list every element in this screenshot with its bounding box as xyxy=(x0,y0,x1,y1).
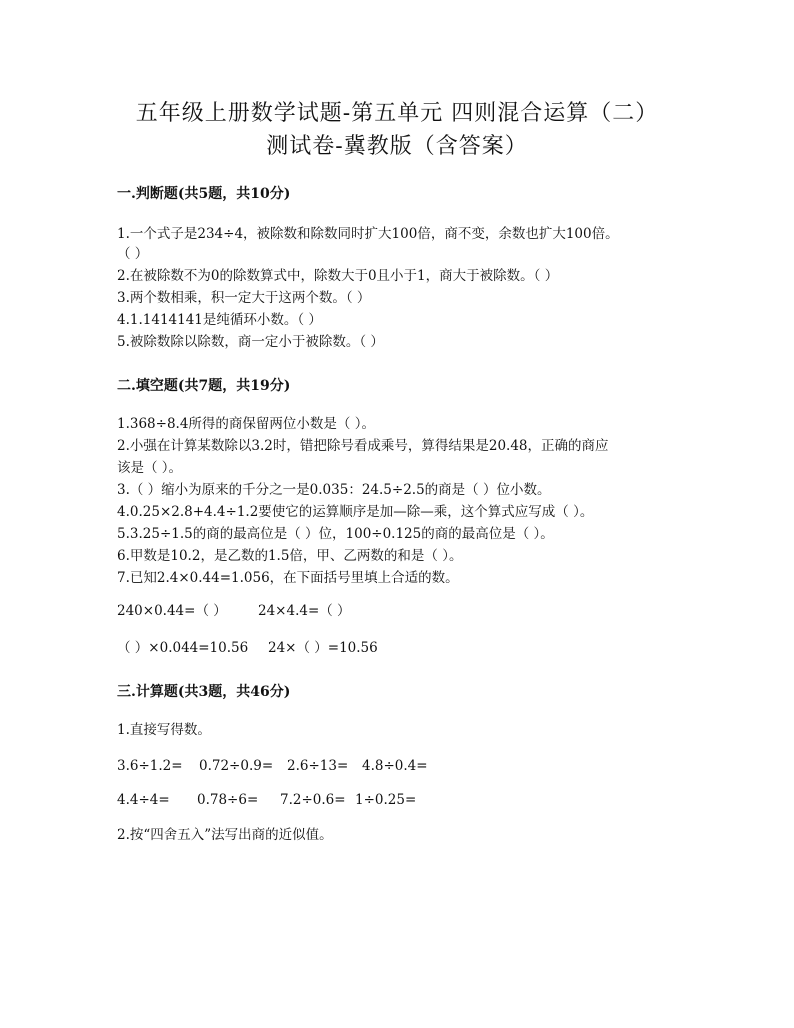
question-line: 1.368÷8.4所得的商保留两位小数是（ ）。 xyxy=(117,416,375,432)
blank-expression: （ ）×0.044=10.56 xyxy=(117,640,249,656)
section-heading-judgment: 一.判断题(共5题，共10分) xyxy=(117,186,291,202)
calc-expression: 1÷0.25= xyxy=(355,792,417,808)
question-line: 2.在被除数不为0的除数算式中，除数大于0且小于1，商大于被除数。（ ） xyxy=(117,268,559,284)
question-line: 1.一个式子是234÷4，被除数和除数同时扩大100倍，商不变，余数也扩大100倍。 xyxy=(117,226,619,242)
calc-expression: 0.78÷6= xyxy=(197,792,259,808)
question-line: 3.两个数相乘，积一定大于这两个数。（ ） xyxy=(117,290,371,306)
question-line: 5.3.25÷1.5的商的最高位是（ ）位，100÷0.125的商的最高位是（ ）。 xyxy=(117,526,554,542)
calc-expression: 2.6÷13= xyxy=(287,758,349,774)
question-line: 6.甲数是10.2，是乙数的1.5倍，甲、乙两数的和是（ ）。 xyxy=(117,548,463,564)
blank-expression: 24×4.4=（ ） xyxy=(258,603,351,619)
blank-expression: 240×0.44=（ ） xyxy=(117,603,227,619)
calc-expression: 4.8÷0.4= xyxy=(362,758,428,774)
calc-expression: 7.2÷0.6= xyxy=(280,792,346,808)
question-line: 7.已知2.4×0.44=1.056，在下面括号里填上合适的数。 xyxy=(117,570,459,586)
question-line: 4.0.25×2.8+4.4÷1.2要使它的运算顺序是加—除—乘，这个算式应写成（ ）。 xyxy=(117,504,594,520)
page-title-line-1: 五年级上册数学试题-第五单元 四则混合运算（二） xyxy=(135,101,659,126)
question-line: 2.小强在计算某数除以3.2时，错把除号看成乘号，算得结果是20.48，正确的商应 xyxy=(117,438,609,454)
question-line: 1.直接写得数。 xyxy=(117,722,211,738)
section-heading-calculation: 三.计算题(共3题，共46分) xyxy=(117,684,291,700)
calc-expression: 0.72÷0.9= xyxy=(199,758,274,774)
blank-expression: 24×（ ）=10.56 xyxy=(268,640,378,656)
question-line: 4.1.1414141是纯循环小数。（ ） xyxy=(117,312,322,328)
question-line: （ ） xyxy=(117,246,149,262)
question-line: 2.按“四舍五入”法写出商的近似值。 xyxy=(117,827,333,843)
question-line: 3.（ ）缩小为原来的千分之一是0.035：24.5÷2.5的商是（ ）位小数。 xyxy=(117,482,551,498)
calc-expression: 4.4÷4= xyxy=(117,792,170,808)
calc-expression: 3.6÷1.2= xyxy=(117,758,183,774)
page-title-line-2: 测试卷-冀教版（含答案） xyxy=(266,134,528,159)
question-line: 该是（ ）。 xyxy=(117,460,183,476)
question-line: 5.被除数除以除数，商一定小于被除数。（ ） xyxy=(117,334,384,350)
section-heading-fill-blank: 二.填空题(共7题，共19分) xyxy=(117,378,291,394)
